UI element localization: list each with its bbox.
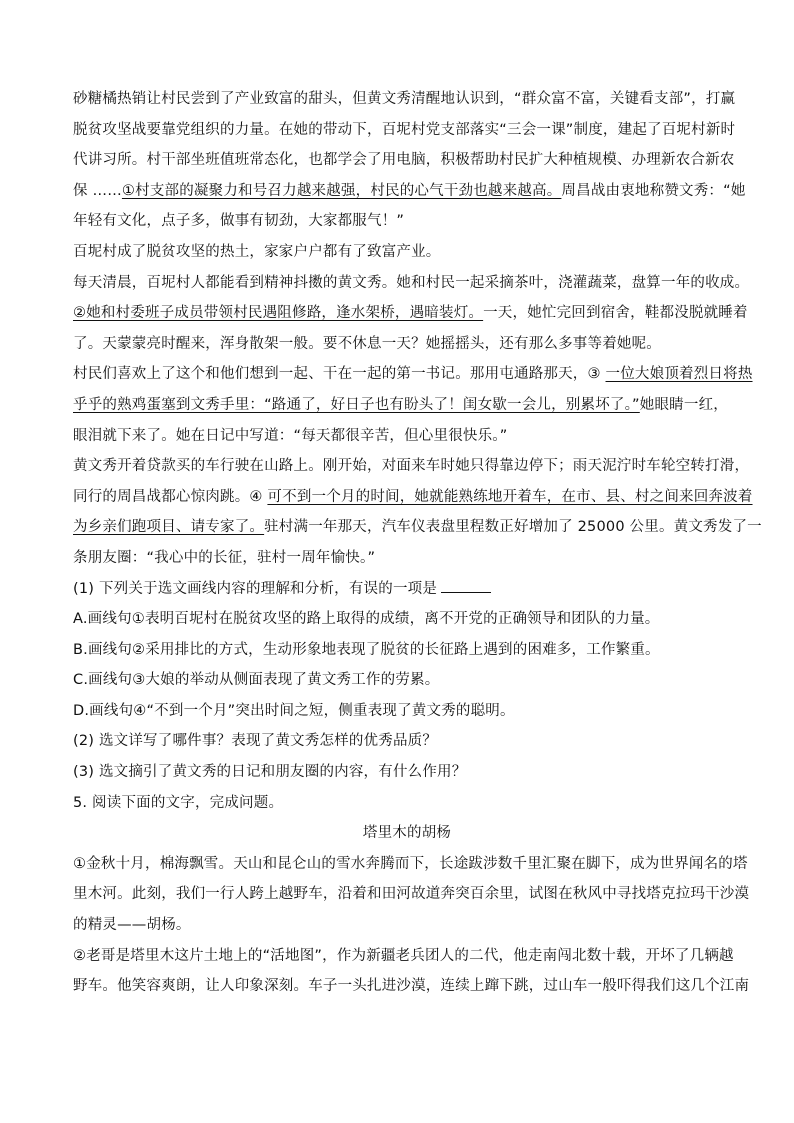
text-line	[73, 268, 750, 299]
underlined-sentence: 可不到一个月的时间，她就能熟练地开着车，在市、县、村之间来回奔波着	[267, 488, 753, 505]
text-line	[73, 726, 723, 757]
text-line	[73, 512, 762, 543]
text-line	[73, 359, 753, 390]
text-run: (1) 下列关于选文画线内容的理解和分析，有误的一项是	[73, 580, 438, 597]
text-run: 驻村满一年那天，汽车仪表盘里程数正好增加了 25000 公里。黄文秀发了一	[264, 519, 762, 536]
text-run: B.画线句②采用排比的方式，生动形象地表现了脱贫的长征路上遇到的困难多，工作繁重。	[73, 641, 660, 658]
text-run: 条朋友圈：“我心中的长征，驻村一周年愉快。”	[73, 549, 376, 566]
text-run: 脱贫攻坚战要靠党组织的力量。在她的带动下，百坭村党支部落实“三会一课”制度，建起了百坭村新时	[73, 121, 736, 138]
text-line	[73, 665, 723, 696]
text-run: 5. 阅读下面的文字，完成问题。	[73, 794, 284, 811]
text-run: 的精灵——胡杨。	[73, 917, 191, 934]
text-line	[73, 910, 723, 941]
text-run: 代讲习所。村干部坐班值班常态化，也都学会了用电脑，积极帮助村民扩大种植规模、办理新农合新农	[73, 152, 735, 169]
text-line	[73, 696, 723, 727]
text-run: 周昌战由衷地称赞文秀：“她	[561, 182, 746, 199]
text-run: 村民们喜欢上了这个和他们想到一起、干在一起的第一书记。那用屯通路那天，③	[73, 366, 606, 383]
text-line	[73, 329, 723, 360]
text-run: 同行的周昌战都心惊肉跳。④	[73, 488, 268, 505]
text-line	[73, 237, 723, 268]
text-line	[73, 145, 735, 176]
answer-blank	[441, 576, 491, 593]
text-run: 她眼睛一红，	[639, 396, 728, 413]
text-line	[73, 115, 736, 146]
text-line	[73, 574, 723, 605]
text-line	[73, 482, 753, 513]
text-run: 里木河。此刻，我们一行人跨上越野车，沿着和田河故道奔突百余里，试图在秋风中寻找塔克拉玛干沙漠	[73, 886, 750, 903]
text-line	[73, 206, 723, 237]
text-run: (3) 选文摘引了黄文秀的日记和朋友圈的内容，有什么作用？	[73, 764, 467, 781]
document-body	[73, 84, 762, 1002]
passage-title	[73, 818, 723, 849]
text-line	[73, 788, 723, 819]
underlined-sentence: 一位大娘顶着烈日将热	[605, 366, 753, 383]
text-line	[73, 757, 723, 788]
text-line	[73, 390, 728, 421]
text-line	[73, 971, 750, 1002]
text-run: 百坭村成了脱贫攻坚的热土，家家户户都有了致富产业。	[73, 243, 441, 260]
text-run: (2) 选文详写了哪件事？表现了黄文秀怎样的优秀品质？	[73, 733, 438, 750]
text-run: 砂糖橘热销让村民尝到了产业致富的甜头，但黄文秀清醒地认识到，“群众富不富，关键看支部”，打赢	[73, 91, 736, 107]
text-run: 黄文秀开着贷款买的车行驶在山路上。刚开始，对面来车时她只得靠边停下；雨天泥泞时车轮空转打滑，	[73, 458, 750, 475]
underlined-sentence: ②她和村委班子成员带领村民遇阻修路，逢水架桥，遇暗装灯。	[73, 305, 484, 322]
text-line	[73, 879, 750, 910]
text-line	[73, 604, 723, 635]
text-run: 了。天蒙蒙亮时醒来，浑身散架一般。要不休息一天？她摇摇头，还有那么多事等着她呢。	[73, 335, 661, 352]
underlined-sentence: 乎乎的熟鸡蛋塞到文秀手里：“路通了，好日子也有盼头了！闺女歇一会儿，别累坏了。”	[73, 396, 640, 413]
text-run: C.画线句③大娘的举动从侧面表现了黄文秀工作的劳累。	[73, 672, 440, 689]
text-run: 年轻有文化，点子多，做事有韧劲，大家都服气！”	[73, 213, 405, 230]
text-run: 保 ……	[73, 182, 122, 199]
text-run: D.画线句④“不到一个月”突出时间之短，侧重表现了黄文秀的聪明。	[73, 702, 515, 719]
text-run: 眼泪就下来了。她在日记中写道：“每天都很辛苦，但心里很快乐。”	[73, 427, 508, 444]
text-line	[73, 84, 736, 115]
text-run: 一天，她忙完回到宿舍，鞋都没脱就睡着	[483, 305, 748, 322]
text-run: 每天清晨，百坭村人都能看到精神抖擞的黄文秀。她和村民一起采摘茶叶，浇灌蔬菜，盘算一年的收成。	[73, 274, 750, 291]
text-line	[73, 298, 748, 329]
text-line	[73, 451, 750, 482]
text-line	[73, 635, 723, 666]
underlined-sentence: ①村支部的凝聚力和号召力越来越强，村民的心气干劲也越来越高。	[121, 182, 562, 199]
text-run: A.画线句①表明百坭村在脱贫攻坚的路上取得的成绩，离不开党的正确领导和团队的力量。	[73, 611, 660, 628]
underlined-sentence: 为乡亲们跑项目、请专家了。	[73, 519, 265, 536]
text-line	[73, 941, 734, 972]
text-run: ①金秋十月，棉海飘雪。天山和昆仑山的雪水奔腾而下，长途跋涉数千里汇聚在脚下，成为世界闻名的塔	[73, 855, 748, 872]
text-line	[73, 543, 723, 574]
text-line	[73, 421, 723, 452]
text-run: 野车。他笑容爽朗，让人印象深刻。车子一头扎进沙漠，连续上蹿下跳，过山车一般吓得我们这几个江南	[73, 978, 750, 995]
text-line	[73, 176, 746, 207]
text-run: ②老哥是塔里木这片土地上的“活地图”，作为新疆老兵团人的二代，他走南闯北数十载，开坏了几辆越	[73, 947, 734, 964]
text-run: 塔里木的胡杨	[362, 825, 452, 842]
text-line	[73, 849, 748, 880]
